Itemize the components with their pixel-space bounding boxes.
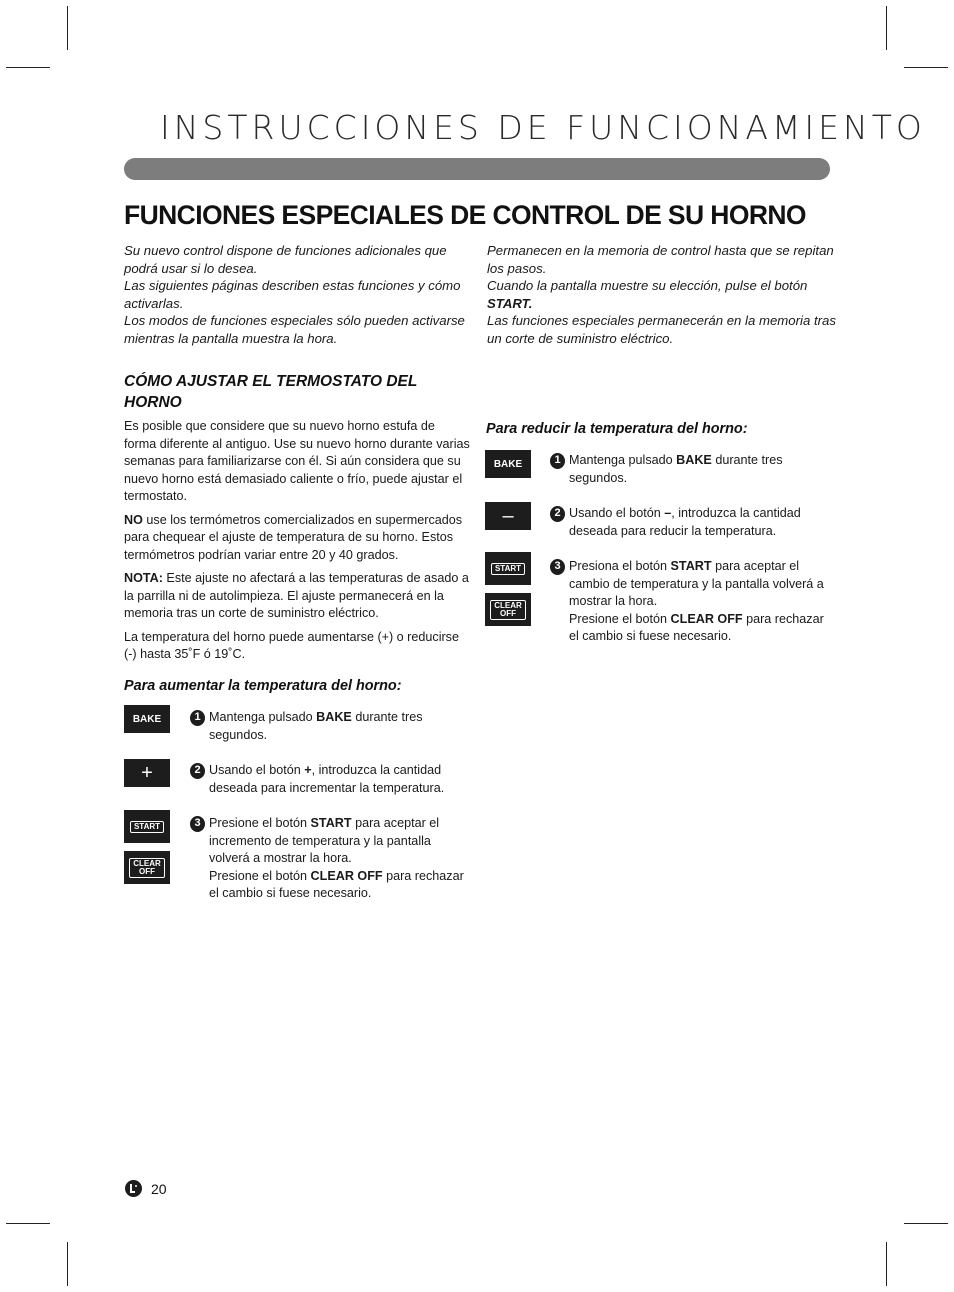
step-bold: +	[304, 763, 312, 777]
step-number-icon: 1	[190, 710, 205, 726]
step-bold: BAKE	[676, 453, 712, 467]
crop-mark	[6, 1223, 50, 1224]
bold-label: NOTA:	[124, 571, 163, 585]
step-text: para rechazar el cambio si fuese necesario.	[209, 868, 464, 900]
header-divider-bar	[124, 158, 830, 180]
body-text: use los termómetros comercializados en supermercados para chequear el ajuste de temperatura de su horno. Estos termómetros podrían variar entre 20 y 40 grados.	[124, 512, 463, 562]
minus-key-icon: –	[485, 502, 531, 530]
crop-mark	[886, 1242, 887, 1286]
step-text: Mantenga pulsado	[209, 710, 317, 724]
intro-text: Cuando la pantalla muestre su elección, pulse el botón	[487, 278, 808, 293]
step-number-icon: 3	[550, 559, 565, 575]
section-title: FUNCIONES ESPECIALES DE CONTROL DE SU HORNO	[124, 200, 806, 230]
crop-mark	[886, 6, 887, 50]
step-bold: –	[664, 506, 672, 520]
intro-right	[487, 242, 837, 347]
step-bold: CLEAR OFF	[310, 868, 383, 883]
step-text: , introduzca la cantidad deseada para reducir la temperatura.	[569, 506, 801, 538]
page-footer	[125, 1180, 167, 1197]
thermostat-body	[124, 418, 470, 670]
body-paragraph: La temperatura del horno puede aumentarse (+) o reducirse (-) hasta 35˚F ó 19˚C.	[124, 629, 459, 661]
step-bold: START	[670, 559, 712, 573]
step-text: Presiona el botón	[569, 559, 671, 573]
start-key-label: START	[130, 821, 164, 833]
page-header-title: INSTRUCCIONES DE FUNCIONAMIENTO	[160, 108, 926, 147]
body-paragraph	[124, 570, 470, 623]
decrease-step-2	[554, 505, 831, 540]
intro-paragraph: Las siguientes páginas describen estas funciones y cómo activarlas.	[124, 278, 461, 311]
step-text: durante tres segundos.	[569, 453, 783, 485]
clear-text: CLEAR	[494, 600, 522, 610]
step-text: , introduzca la cantidad deseada para incrementar la temperatura.	[209, 763, 445, 795]
increase-step-1	[194, 709, 471, 744]
step-text: para aceptar el incremento de temperatura y la pantalla volverá a mostrar la hora.	[209, 816, 440, 865]
step-bold: BAKE	[316, 710, 352, 724]
intro-paragraph: Permanecen en la memoria de control hasta que se repitan los pasos.	[487, 243, 834, 276]
intro-paragraph: Su nuevo control dispone de funciones adicionales que podrá usar si lo desea.	[124, 243, 447, 276]
step-text: Usando el botón	[569, 506, 665, 520]
step-bold: START	[310, 816, 352, 830]
step-number-icon: 2	[550, 506, 565, 522]
step-text: para aceptar el cambio de temperatura y la pantalla volverá a mostrar la hora.	[569, 559, 824, 608]
intro-left	[124, 242, 474, 347]
crop-mark	[904, 67, 948, 68]
clear-off-key-icon	[124, 851, 170, 884]
start-label: START.	[487, 295, 533, 311]
body-paragraph: Es posible que considere que su nuevo horno estufa de forma diferente al antiguo. Use su nuevo horno durante varias semanas para familiarizarse con él. Si aún considera que su nuevo horno está demasiado caliente o frío, puede ajustar el termostato.	[124, 419, 470, 503]
step-text: durante tres segundos.	[209, 710, 423, 742]
page-number: 20	[151, 1180, 167, 1197]
decrease-step-3	[554, 558, 831, 646]
increase-step-3	[194, 815, 471, 903]
plus-key-icon: +	[124, 759, 170, 787]
decrease-title: Para reducir la temperatura del horno:	[486, 421, 748, 437]
bold-label: NO	[124, 512, 143, 527]
start-key-icon	[124, 810, 170, 843]
step-number-icon: 3	[190, 816, 205, 832]
clear-off-key-label	[490, 600, 526, 620]
step-number-icon: 2	[190, 763, 205, 779]
crop-mark	[904, 1223, 948, 1224]
clear-off-key-label	[129, 858, 165, 878]
intro-paragraph	[487, 277, 837, 312]
bake-key-icon: BAKE	[485, 450, 531, 478]
step-number-icon: 1	[550, 453, 565, 469]
step-text: para rechazar el cambio si fuese necesario.	[569, 611, 824, 643]
increase-title: Para aumentar la temperatura del horno:	[124, 678, 402, 694]
crop-mark	[67, 1242, 68, 1286]
step-bold: CLEAR OFF	[670, 611, 743, 626]
crop-mark	[67, 6, 68, 50]
clear-text: CLEAR	[133, 858, 161, 868]
bake-key-icon: BAKE	[124, 705, 170, 733]
step-text: Usando el botón	[209, 763, 305, 777]
crop-mark	[6, 67, 50, 68]
step-text: Presione el botón	[209, 816, 311, 830]
step-text: Presione el botón	[209, 868, 311, 883]
clear-off-key-icon	[485, 593, 531, 626]
start-key-icon	[485, 552, 531, 585]
body-text: Este ajuste no afectará a las temperaturas de asado a la parrilla ni de autolimpieza. El ajuste permanecerá en la memoria tras un corte de suministro eléctrico.	[124, 571, 469, 620]
off-text: OFF	[500, 608, 516, 618]
lg-logo-icon	[125, 1180, 142, 1197]
step-text: Mantenga pulsado	[569, 453, 677, 467]
intro-paragraph: Los modos de funciones especiales sólo pueden activarse mientras la pantalla muestra la hora.	[124, 313, 465, 346]
start-key-label: START	[491, 563, 525, 575]
body-paragraph	[124, 512, 470, 565]
step-text: Presione el botón	[569, 611, 671, 626]
increase-step-2	[194, 762, 471, 797]
decrease-step-1	[554, 452, 831, 487]
off-text: OFF	[139, 866, 155, 876]
intro-paragraph: Las funciones especiales permanecerán en la memoria tras un corte de suministro eléctrico.	[487, 313, 836, 346]
thermostat-heading: CÓMO AJUSTAR EL TERMOSTATO DEL HORNO	[124, 373, 418, 411]
